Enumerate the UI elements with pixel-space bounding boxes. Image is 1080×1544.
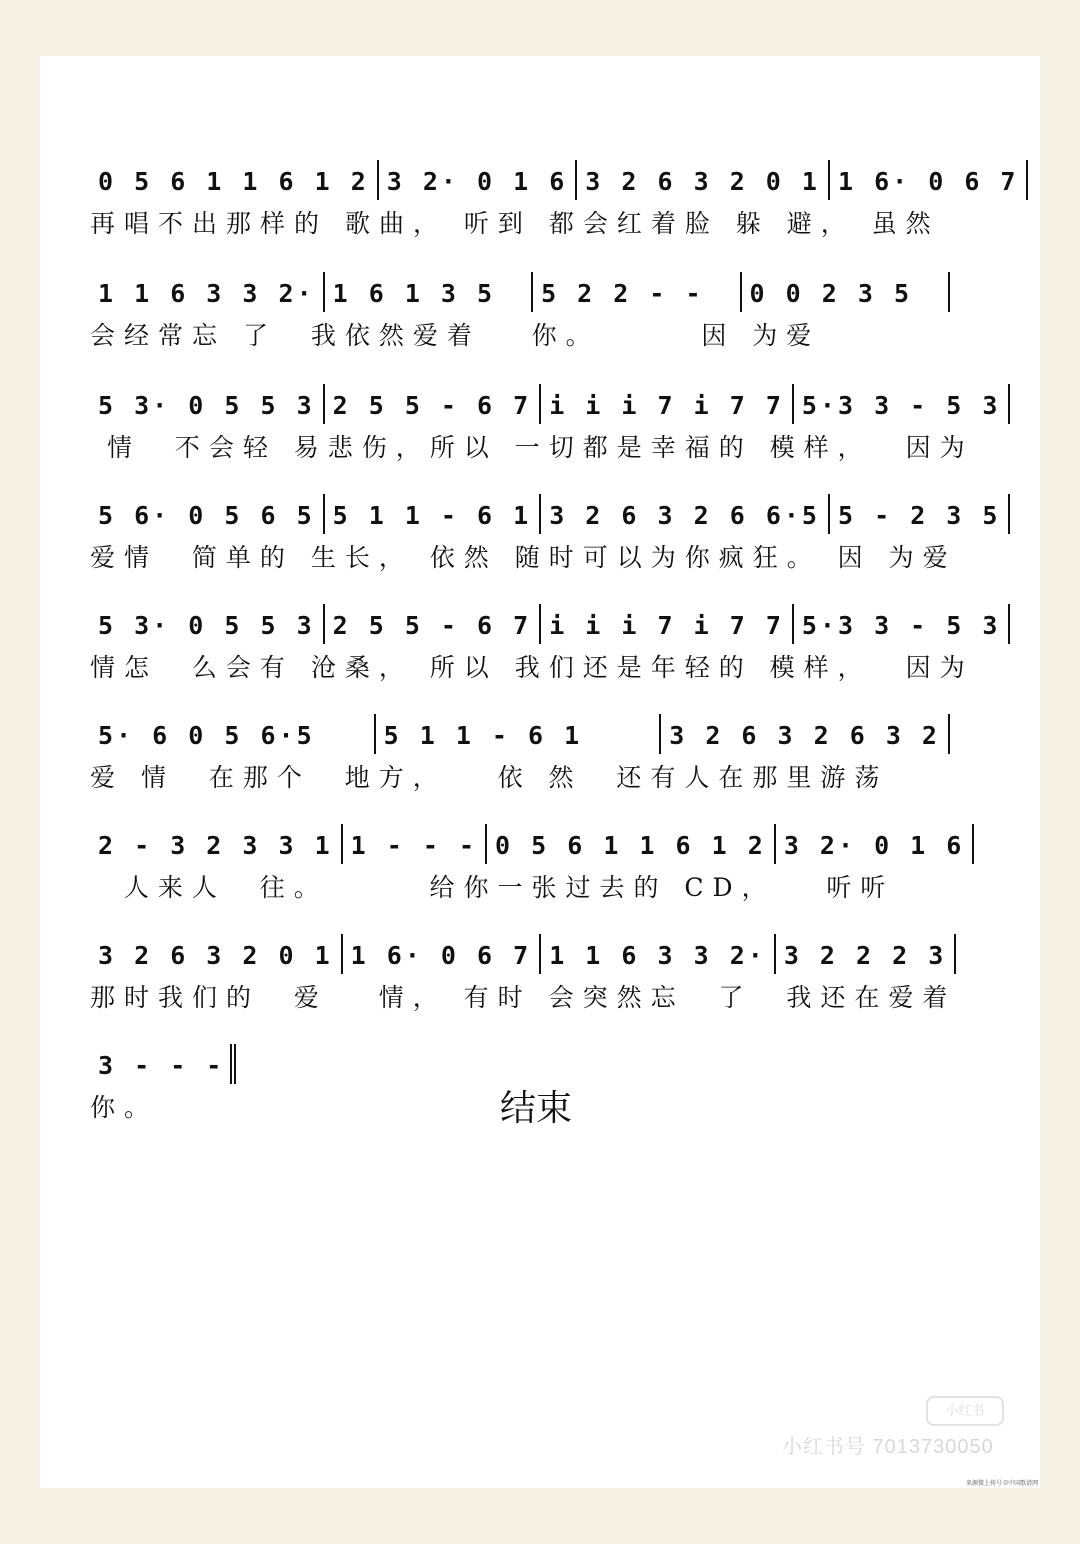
measure: 5·3 3 - 5 3 [794,384,1011,424]
watermark-text: 小红书号 7013730050 [782,1436,994,1458]
score-line [90,934,957,1014]
measure: 2 5 5 - 6 7 [325,384,542,424]
measure: 3 2· 0 1 6 [379,160,578,200]
lyric-line: 会经常忘 了 我依然爱着 你。 因 为爱 [90,321,821,350]
lyric-line: 情怎 么会有 沧桑， 所以 我们还是年轻的 模样， 因为 [90,653,974,682]
lyric-line: 你。 [90,1093,159,1122]
measure: 5 3· 0 5 5 3 [90,384,325,424]
notation-row [90,1044,950,1084]
measure: 1 1 6 3 3 2· [541,934,776,974]
lyric-line: 那时我们的 爱 情， 有时 会突然忘 了 我还在爱着 [90,983,957,1012]
lyric-line: 爱情 简单的 生长， 依然 随时可以为你疯狂。 因 为爱 [90,543,957,572]
notation-row [90,160,1019,200]
lyric-line: 再唱不出那样的 歌曲， 听到 都会红着脸 躲 避， 虽然 [90,209,940,238]
measure: 3 2 6 3 2 0 1 [90,934,343,974]
measure: 1 6 1 3 5 [325,272,533,312]
measure: 5 2 2 - - [533,272,741,312]
measure: 5 - 2 3 5 [830,494,1010,534]
measure: i i i 7 i 7 7 [541,384,794,424]
watermark-logo: 小红书 [926,1396,1004,1426]
notation-row [90,714,950,754]
measure: 3 2· 0 1 6 [776,824,975,864]
measure: 3 2 6 3 2 0 1 [577,160,830,200]
measure: 3 - - - [90,1044,236,1084]
notation-row [90,934,950,974]
notation-row [90,824,965,864]
score-line [90,494,1001,574]
notation-row [90,494,1001,534]
ending-label: 结束 [500,1088,573,1129]
score-line [90,604,1001,684]
measure: i i i 7 i 7 7 [541,604,794,644]
lyric-line: 情 不会轻 易悲伤，所以 一切都是幸福的 模样， 因为 [90,433,974,462]
measure: 5 1 1 - 6 1 [376,714,662,754]
measure: 5· 6 0 5 6·5 [90,714,376,754]
score-line [90,160,1019,240]
measure: 1 6· 0 6 7 [343,934,542,974]
footer-credit: 来源微上传号 ©中国歌谱网 [966,1481,1039,1487]
measure: 5 1 1 - 6 1 [325,494,542,534]
measure: 0 0 2 3 5 [742,272,950,312]
notation-row [90,604,1001,644]
measure: 5·3 3 - 5 3 [794,604,1011,644]
lyric-line: 爱 情 在那个 地方， 依 然 还有人在那里游荡 [90,763,889,792]
measure: 0 5 6 1 1 6 1 2 [90,160,379,200]
notation-row [90,272,950,312]
score-line [90,272,950,352]
measure: 1 - - - [343,824,487,864]
measure: 3 2 6 3 2 6 6·5 [541,494,830,534]
measure: 3 2 2 2 3 [776,934,956,974]
measure: 2 - 3 2 3 3 1 [90,824,343,864]
measure: 5 3· 0 5 5 3 [90,604,325,644]
measure: 0 5 6 1 1 6 1 2 [487,824,776,864]
lyric-line: 人来人 往。 给你一张过去的 CD， 听听 [90,873,895,902]
score-line [90,714,950,794]
measure: 1 6· 0 6 7 [830,160,1029,200]
score-line [90,824,965,904]
score-line [90,384,1001,464]
measure: 5 6· 0 5 6 5 [90,494,325,534]
measure: 1 1 6 3 3 2· [90,272,325,312]
notation-row [90,384,1001,424]
measure: 3 2 6 3 2 6 3 2 [661,714,950,754]
measure: 2 5 5 - 6 7 [325,604,542,644]
